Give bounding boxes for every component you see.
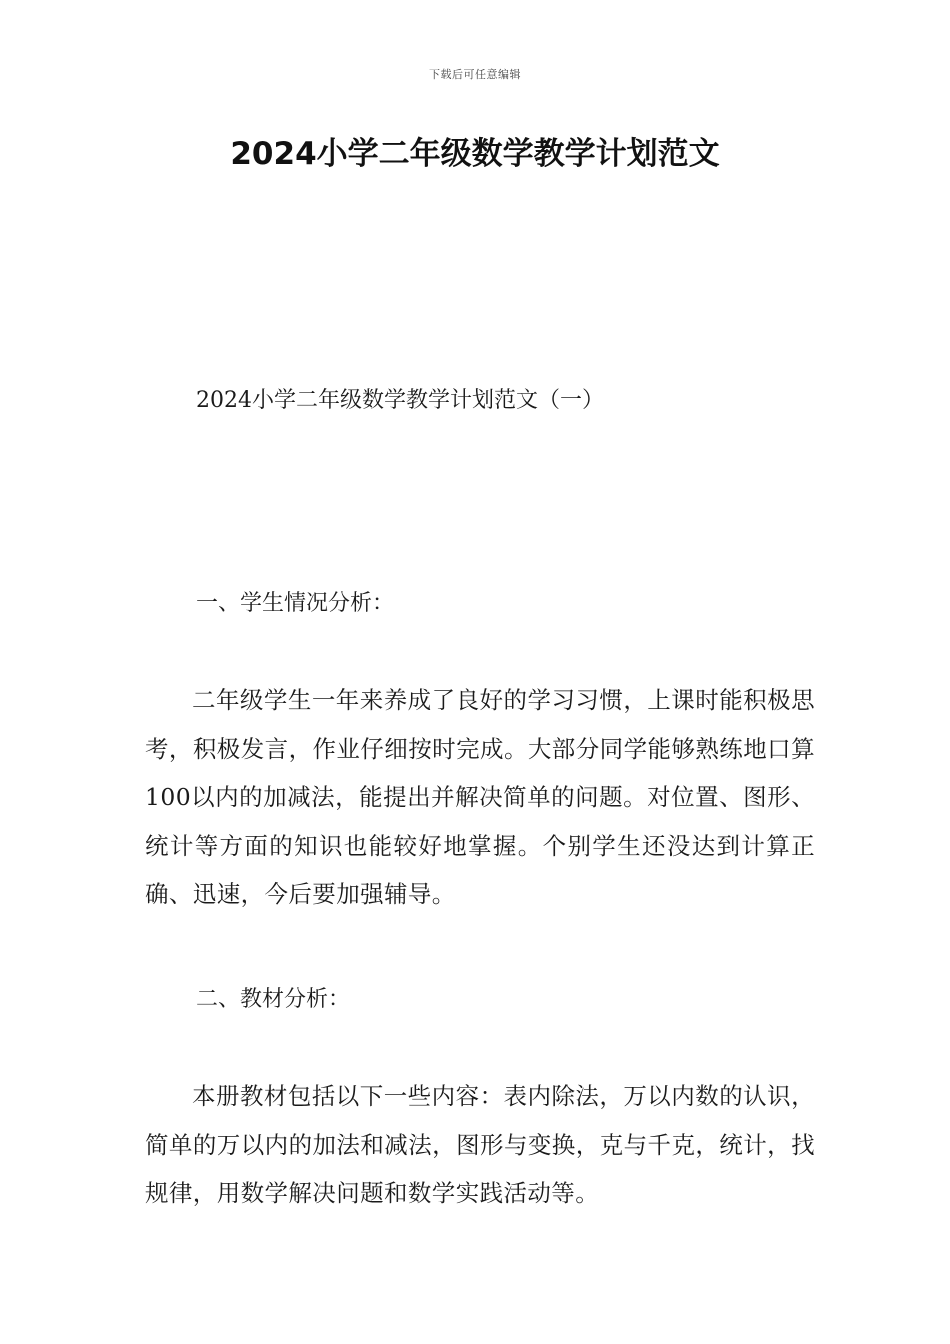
- paragraph-textbook-analysis: 本册教材包括以下一些内容：表内除法，万以内数的认识，简单的万以内的加法和减法，图形与变换，克与千克，统计，找规律，用数学解决问题和数学实践活动等。: [145, 1082, 815, 1208]
- paragraph-student-analysis: 二年级学生一年来养成了良好的学习习惯，上课时能积极思考，积极发言，作业仔细按时完成。大部分同学能够熟练地口算100以内的加减法，能提出并解决简单的问题。对位置、图形、统计等方面的知识也能较好地掌握。个别学生还没达到计算正确、迅速，今后要加强辅导。: [145, 686, 815, 909]
- document-title: 2024小学二年级数学教学计划范文: [230, 136, 720, 172]
- section-heading-student-analysis: 一、学生情况分析：: [196, 591, 395, 616]
- section-title: 2024小学二年级数学教学计划范文（一）: [196, 388, 604, 413]
- header-note: 下载后可任意编辑: [429, 68, 521, 81]
- section-heading-textbook-analysis: 二、教材分析：: [196, 987, 351, 1012]
